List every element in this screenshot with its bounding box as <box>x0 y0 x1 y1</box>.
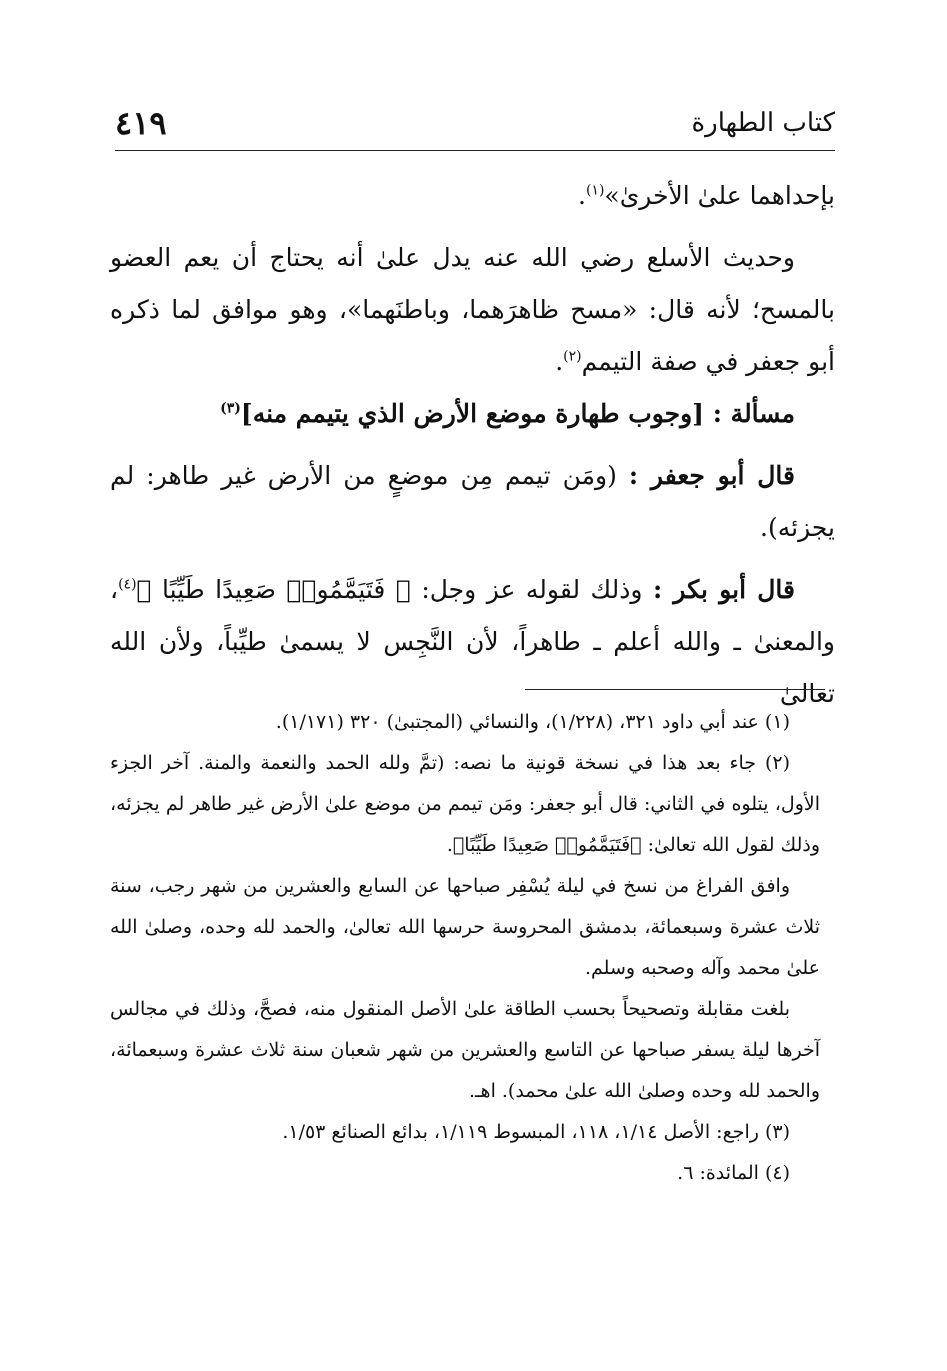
footnotes <box>110 702 820 1194</box>
footnote-ref-1[interactable]: (١) <box>585 182 605 199</box>
footnote-2: (٢) جاء بعد هذا في نسخة قونية ما نصه: (تمَّ ولله الحمد والنعمة والمنة. آخر الجزء الأول، يتلوه في الثاني: قال أبو جعفر: ومَن تيمم من موضع علىٰ الأرض غير طاهر لم يجزئه، وذلك لقول الله تعالىٰ: ﴿فَتَيَمَّمُوا۟ صَعِيدًا طَيِّبًا﴾. <box>110 752 820 856</box>
abu-bakr-text: وذلك لقوله عز وجل: <box>421 575 643 604</box>
paragraph-1-text: بإحداهما علىٰ الأخرىٰ» <box>604 181 835 210</box>
paragraph-2-text: وحديث الأسلع رضي الله عنه يدل علىٰ أنه يحتاج أن يعم العضو بالمسح؛ لأنه قال: «مسح ظاهرَهما، وباطنَهما»، وهو موافق لما ذكره أبو جعفر في صفة التيمم <box>110 243 835 376</box>
footnote-1: (١) عند أبي داود ٣٢١، (١/٢٢٨)، والنسائي (المجتبىٰ) ٣٢٠ (١/١٧١). <box>275 711 790 733</box>
footnote-2-colophon: وافق الفراغ من نسخ في ليلة يُسْفِر صباحها عن السابع والعشرين من شهر رجب، سنة ثلاث عشرة وسبعمائة، بدمشق المحروسة حرسها الله تعالىٰ، والحمد لله وحده، وصلىٰ الله علىٰ محمد وآله وصحبه وسلم. <box>110 875 820 979</box>
footnote-ref-3[interactable]: (٣) <box>220 400 241 417</box>
paragraph-2 <box>110 232 835 388</box>
paragraph-1-end: . <box>577 181 586 210</box>
paragraph-3 <box>110 450 835 554</box>
abu-jafar-text: (ومَن تيمم مِن موضعٍ من الأرض غير طاهر: لم يجزئه). <box>110 461 835 542</box>
header-divider <box>115 150 835 151</box>
main-text <box>110 170 835 720</box>
page-header <box>115 100 835 150</box>
masala-heading <box>110 388 835 440</box>
masala-label: مسألة : <box>712 399 795 428</box>
abu-bakr-label: قال أبو بكر : <box>652 575 795 604</box>
footnote-3: (٣) راجع: الأصل ١/١٤، ١١٨، المبسوط ١/١١٩، بدائع الصنائع ١/٥٣. <box>282 1121 790 1143</box>
abu-jafar-label: قال أبو جعفر : <box>628 461 795 490</box>
paragraph-4 <box>110 564 835 720</box>
quran-verse: ﴿ فَتَيَمَّمُوا۟ صَعِيدًا طَيِّبًا ﴾ <box>136 575 411 604</box>
paragraph-2-end: . <box>555 347 564 376</box>
running-title: كتاب الطهارة <box>691 108 835 138</box>
page-number: ٤١٩ <box>115 104 167 142</box>
abu-bakr-rest: ، والمعنىٰ ـ والله أعلم ـ طاهراً، لأن النَّجِس لا يسمىٰ طيِّباً، ولأن الله تعالىٰ <box>110 575 835 708</box>
footnote-ref-2[interactable]: (٢) <box>563 348 582 365</box>
footnote-divider <box>525 689 825 690</box>
footnote-ref-4[interactable]: (٤) <box>118 576 137 593</box>
footnote-4: (٤) المائدة: ٦. <box>677 1162 790 1184</box>
masala-title: [وجوب طهارة موضع الأرض الذي يتيمم منه] <box>240 399 705 428</box>
paragraph-1 <box>110 170 835 222</box>
footnote-2-collation: بلغت مقابلة وتصحيحاً بحسب الطاقة علىٰ الأصل المنقول منه، فصحَّ، وذلك في مجالس آخرها ليلة يسفر صباحها عن التاسع والعشرين من شهر شعبان سنة ثلاث عشرة وسبعمائة، والحمد لله وحده وصلىٰ الله علىٰ محمد). اهـ. <box>110 998 820 1102</box>
